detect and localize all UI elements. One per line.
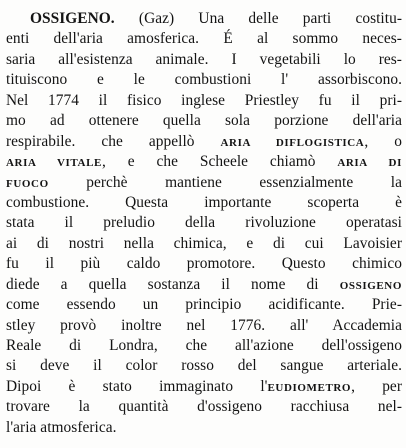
small-caps-term: EUDIOMETRO xyxy=(267,381,352,394)
entry-text-segment: fu il più caldo promotore. Questo chimico xyxy=(6,255,402,273)
entry-text-segment: Una delle parti costitu- xyxy=(198,10,402,27)
entry-text-segment: come essendo un principio acidificante. Prie- xyxy=(6,296,402,314)
entry-line xyxy=(6,193,402,213)
entry-text-segment: tituiscono e le combustioni l' assorbiscono. xyxy=(6,71,402,89)
entry-text-segment: , per xyxy=(351,377,402,395)
entry-line xyxy=(6,234,402,254)
entry-line xyxy=(6,50,402,70)
entry-text-segment: respirabile. che appellò xyxy=(6,132,221,150)
entry-text-segment: combustione. Questa importante scoperta è xyxy=(6,193,402,211)
entry-text-segment: stata il preludio della rivoluzione operatasi xyxy=(6,214,402,232)
entry-headword: OSSIGENO. xyxy=(30,10,115,27)
entry-line xyxy=(6,377,402,397)
small-caps-term: FUOCO xyxy=(6,177,49,190)
entry-line xyxy=(6,275,402,295)
entry-line xyxy=(6,213,402,233)
entry-text-segment: enti dell'aria amosferica. É al sommo neces- xyxy=(6,30,402,48)
entry-text-segment: si deve il color rosso del sangue arteriale. xyxy=(6,357,402,375)
entry-line xyxy=(6,111,402,131)
entry-line xyxy=(6,70,402,90)
entry-line xyxy=(6,316,402,336)
entry-line xyxy=(6,336,402,356)
entry-line xyxy=(6,397,402,417)
entry-line xyxy=(6,356,402,376)
small-caps-term: ARIA VITALE xyxy=(6,157,102,170)
entry-text-segment: Reale di Londra, che all'azione dell'ossigeno xyxy=(6,337,402,354)
entry-text-segment: stley provò inoltre nel 1776. all' Accademia xyxy=(6,316,402,334)
entry-first-line xyxy=(6,9,402,29)
entry-text-segment: , o xyxy=(364,132,402,150)
entry-text-segment: mo ad ottenere quella sola porzione dell'aria xyxy=(6,112,402,130)
entry-abbreviation: (Gaz) xyxy=(138,10,175,27)
entry-text-segment: l'aria atmosferica. xyxy=(6,418,117,436)
small-caps-term: ARIA DIFLOGISTICA xyxy=(220,136,365,149)
entry-text-segment: Nel 1774 il fisico inglese Priestley fu il pri- xyxy=(6,91,402,109)
entry-text-segment: Dipoi è stato immaginato l' xyxy=(6,377,268,395)
entry-line xyxy=(6,254,402,274)
entry-line xyxy=(6,173,402,193)
entry-text-segment: perchè mantiene essenzialmente la xyxy=(48,173,402,191)
entry-line xyxy=(6,418,402,438)
small-caps-term: OSSIGENO xyxy=(339,279,402,292)
entry-text-segment: ai di nostri nella chimica, e di cui Lavoisier xyxy=(6,234,402,252)
entry-text-segment: trovare la quantità d'ossigeno racchiusa nel- xyxy=(6,398,402,416)
entry-text-segment: saria all'esistenza animale. I vegetabili lo res- xyxy=(6,50,402,68)
entry-line xyxy=(6,91,402,111)
entry-text-segment: , e che Scheele chiamò xyxy=(101,153,338,171)
small-caps-term: ARIA DI xyxy=(337,157,402,170)
entry-text-segment: diede a quella sostanza il nome di xyxy=(6,275,340,293)
entry-line xyxy=(6,29,402,49)
entry-body xyxy=(6,29,402,438)
entry-line xyxy=(6,295,402,315)
entry-line xyxy=(6,152,402,172)
dictionary-entry xyxy=(6,9,402,438)
entry-line xyxy=(6,132,402,152)
